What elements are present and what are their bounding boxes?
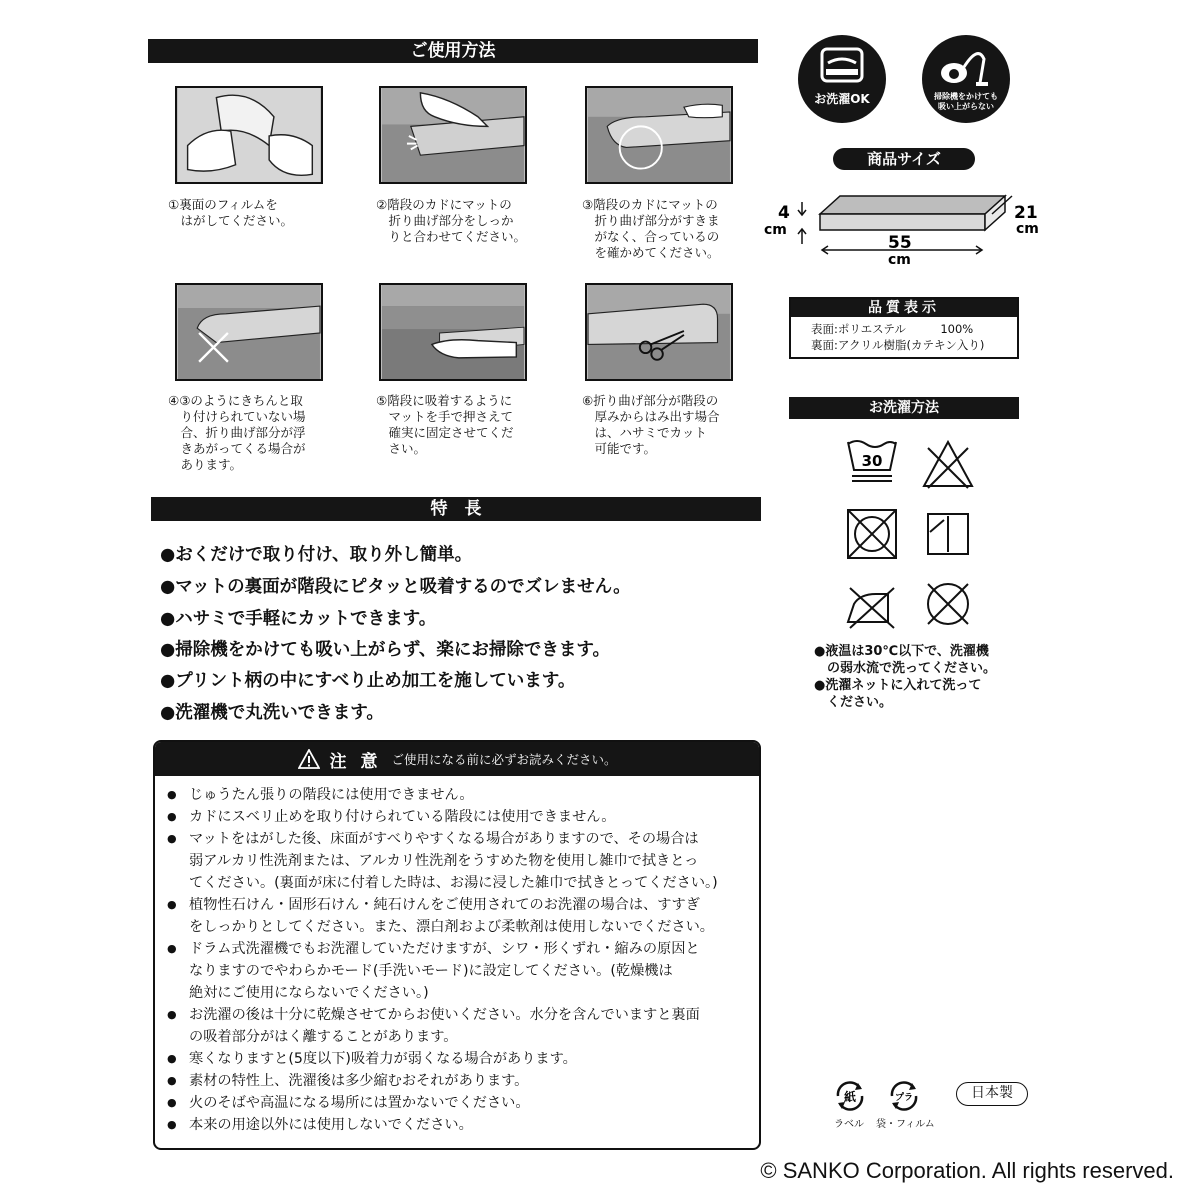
step-5-illustration: [379, 283, 527, 381]
wash-ok-badge: [798, 35, 886, 123]
wash-ok-label: お洗濯OK: [814, 92, 870, 106]
usage-title-bar: [148, 39, 758, 63]
height-unit: cm: [764, 222, 787, 238]
size-title-bar: [833, 148, 975, 170]
width-value: 55: [888, 233, 912, 253]
height-value: 4: [778, 203, 790, 223]
caution-header: [155, 742, 759, 776]
copyright: © SANKO Corporation. All rights reserved.: [760, 1158, 1174, 1183]
features-title: 特 長: [430, 499, 482, 519]
washing-machine-icon: [798, 35, 886, 123]
vacuum-badge: [922, 35, 1010, 123]
washing-title-bar: [789, 397, 1019, 419]
no-dry-clean-icon: [918, 574, 978, 634]
vacuum-label-1: 掃除機をかけても: [934, 92, 998, 101]
quality-row: 表面:ポリエステル 100%: [811, 322, 974, 336]
caution-item: ● 植物性石けん・固形石けん・純石けんをご使用されてのお洗濯の場合は、すすぎ をしっかりとしてください。また、漂白剤および柔軟剤は使用しないでください。: [167, 894, 749, 938]
step-4-illustration: [175, 283, 323, 381]
caution-subtitle: ご使用になる前に必ずお読みください。: [391, 752, 617, 767]
quality-title: 品質表示: [791, 299, 1017, 317]
origin-badge: 日本製: [956, 1082, 1028, 1106]
caution-item: ● 火のそばや高温になる場所には置かないでください。: [167, 1092, 749, 1114]
depth-value: 21: [1014, 203, 1038, 223]
caution-list: [155, 776, 759, 1136]
line-dry-icon: [918, 504, 978, 564]
depth-unit: cm: [1016, 221, 1039, 237]
no-bleach-icon: [918, 434, 978, 494]
paper-recycle-label: ラベル: [834, 1119, 864, 1130]
washing-notes: ●液温は30℃以下で、洗濯機 の弱水流で洗ってください。 ●洗濯ネットに入れて洗って ください。: [814, 644, 997, 710]
feature-item: ●おくだけで取り付け、取り外し簡単。: [160, 545, 473, 565]
feature-item: ●ハサミで手軽にカットできます。: [160, 609, 437, 629]
wash-30-icon: [842, 434, 902, 494]
vacuum-icon: [922, 35, 1010, 123]
caution-item: ● マットをはがした後、床面がすべりやすくなる場合がありますので、その場合は 弱アルカリ性洗剤または、アルカリ性洗剤をうすめた物を使用し雑巾で拭きとっ てください。(裏面が床に付着した時は、お湯に浸した雑巾で拭きとってください。): [167, 828, 749, 894]
washing-title: お洗濯方法: [869, 400, 939, 416]
step-3-illustration: [585, 86, 733, 184]
quality-row: 裏面:アクリル樹脂(カテキン入り): [811, 338, 985, 352]
caution-item: ● 本来の用途以外には使用しないでください。: [167, 1114, 749, 1136]
plastic-recycle-icon: [886, 1078, 922, 1114]
size-diagram: [760, 188, 1050, 268]
feature-item: ●プリント柄の中にすべり止め加工を施しています。: [160, 671, 576, 691]
feature-item: ●マットの裏面が階段にピタッと吸着するのでズレません。: [160, 577, 631, 597]
step-2-illustration: [379, 86, 527, 184]
step-6-illustration: [585, 283, 733, 381]
caution-item: ● お洗濯の後は十分に乾燥させてからお使いください。水分を含んでいますと裏面 の吸着部分がはく離することがあります。: [167, 1004, 749, 1048]
size-title: 商品サイズ: [867, 150, 941, 168]
step-2-caption: ②階段のカドにマットの 折り曲げ部分をしっか りと合わせてください。: [376, 197, 527, 244]
caution-item: ● 寒くなりますと(5度以下)吸着力が弱くなる場合があります。: [167, 1048, 749, 1070]
wash-temp: 30: [861, 452, 883, 470]
no-iron-icon: [842, 574, 902, 634]
step-6-caption: ⑥折り曲げ部分が階段の 厚みからはみ出す場合 は、ハサミでカット 可能です。: [582, 393, 720, 456]
caution-item: ● 素材の特性上、洗濯後は多少縮むおそれがあります。: [167, 1070, 749, 1092]
usage-title: ご使用方法: [410, 41, 496, 61]
no-tumble-dry-icon: [842, 504, 902, 564]
step-1-illustration: [175, 86, 323, 184]
paper-mark: 紙: [843, 1090, 857, 1104]
width-unit: cm: [888, 252, 911, 268]
feature-item: ●掃除機をかけても吸い上がらず、楽にお掃除できます。: [160, 640, 610, 660]
caution-box: [153, 740, 761, 1150]
caution-title: 注 意: [329, 751, 382, 772]
vacuum-label-2: 吸い上がらない: [938, 102, 994, 111]
features-title-bar: [151, 497, 761, 521]
step-4-caption: ④③のようにきちんと取 り付けられていない場 合、折り曲げ部分が浮 きあがってくる場合が あります。: [168, 393, 306, 472]
caution-item: ● カドにスベリ止めを取り付けられている階段には使用できません。: [167, 806, 749, 828]
feature-item: ●洗濯機で丸洗いできます。: [160, 703, 384, 723]
step-5-caption: ⑤階段に吸着するように マットを手で押さえて 確実に固定させてくだ さい。: [376, 393, 514, 456]
plastic-recycle-label: 袋・フィルム: [876, 1119, 935, 1130]
step-3-caption: ③階段のカドにマットの 折り曲げ部分がすきま がなく、合っているの を確かめてください。: [582, 197, 720, 260]
caution-item: ● じゅうたん張りの階段には使用できません。: [167, 784, 749, 806]
plastic-mark: プラ: [894, 1093, 914, 1103]
caution-item: ● ドラム式洗濯機でもお洗濯していただけますが、シワ・形くずれ・縮みの原因と なりますのでやわらかモード(手洗いモード)に設定してください。(乾燥機は 絶対にご使用にならないでください。): [167, 938, 749, 1004]
paper-recycle-icon: [832, 1078, 868, 1114]
quality-box: [789, 297, 1019, 359]
step-1-caption: ①裏面のフィルムを はがしてください。: [168, 197, 294, 228]
warning-icon: [298, 749, 320, 769]
